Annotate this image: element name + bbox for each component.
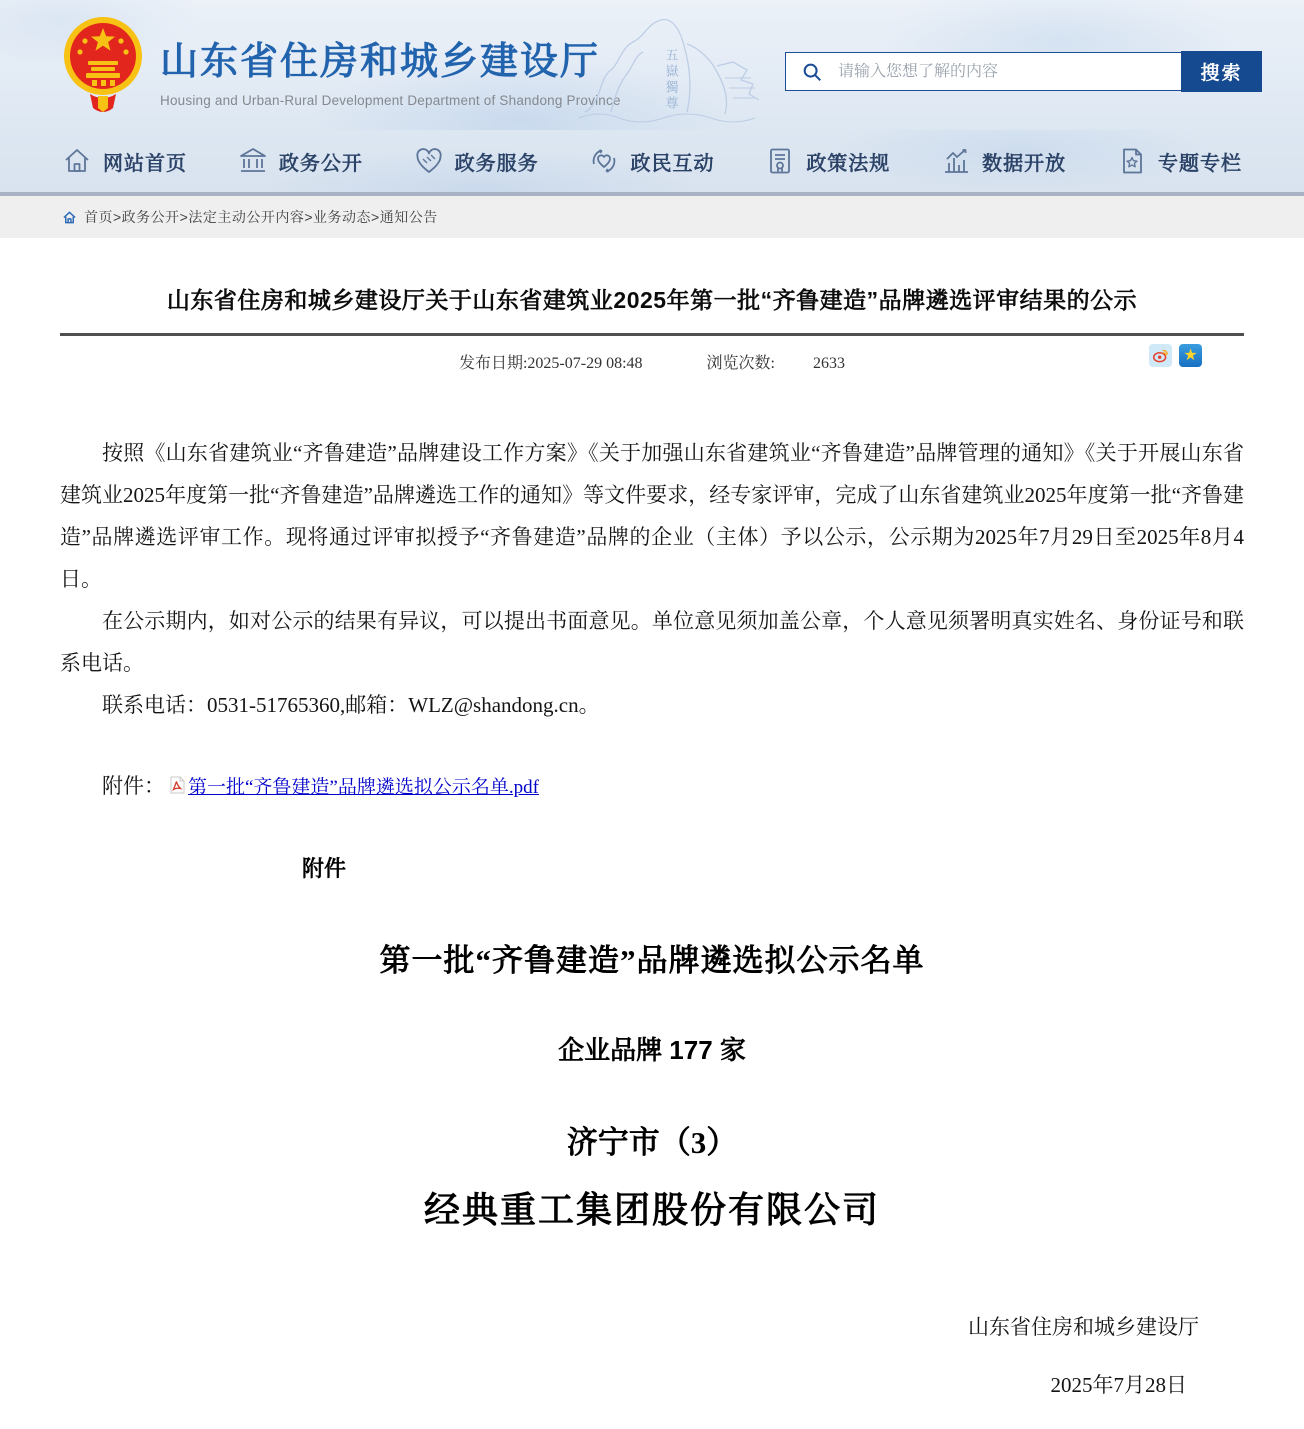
page-title: 山东省住房和城乡建设厅关于山东省建筑业2025年第一批“齐鲁建造”品牌遴选评审结果的公示	[166, 287, 1138, 313]
article-meta	[60, 336, 1244, 386]
nav-label: 政策法规	[806, 152, 891, 175]
starred-document-icon	[1117, 146, 1147, 176]
nav-item-home[interactable]	[62, 146, 187, 176]
search-bar	[785, 52, 1262, 91]
interaction-heart-arrows-icon	[589, 146, 619, 176]
attachment-link[interactable]: 第一批“齐鲁建造”品牌遴选拟公示名单.pdf	[188, 776, 539, 798]
nav-label: 网站首页	[103, 152, 187, 175]
nav-label: 数据开放	[982, 152, 1067, 175]
nav-label: 政民互动	[630, 152, 715, 175]
attachment-label: 附件：	[102, 774, 165, 798]
site-header	[0, 0, 1304, 130]
paragraph-contact: 联系电话：0531-51765360,邮箱：WLZ@shandong.cn。	[102, 693, 600, 717]
policy-document-icon	[765, 146, 795, 176]
attachment-preview	[60, 852, 1244, 1233]
signature-block	[60, 1311, 1244, 1399]
article-content	[0, 282, 1304, 1429]
main-navigation	[0, 130, 1304, 192]
breadcrumb-bar	[0, 196, 1304, 238]
paragraph: 在公示期内，如对公示的结果有异议，可以提出书面意见。单位意见须加盖公章，个人意见须署明真实姓名、身份证号和联系电话。	[60, 609, 1244, 675]
nav-item-open-data[interactable]	[941, 146, 1066, 176]
nav-item-special-columns[interactable]	[1117, 146, 1242, 176]
home-icon	[62, 146, 92, 176]
preview-city-heading: 济宁市（3）	[566, 1125, 738, 1160]
mountain-art-decoration	[575, 8, 790, 130]
mountain-decor-text: 五嶽獨尊	[663, 48, 679, 112]
pdf-file-icon	[169, 776, 186, 794]
signature-date: 2025年7月28日	[1050, 1373, 1187, 1397]
site-title: 山东省住房和城乡建设厅	[160, 41, 601, 83]
national-emblem-logo	[62, 14, 144, 114]
nav-item-gov-services[interactable]	[414, 146, 539, 176]
annex-label: 附件	[302, 856, 347, 881]
share-weibo-icon[interactable]	[1149, 344, 1172, 367]
data-chart-icon	[941, 146, 971, 176]
views-label: 浏览次数:	[706, 354, 775, 372]
signature-department: 山东省住房和城乡建设厅	[968, 1315, 1199, 1339]
site-subtitle: Housing and Urban-Rural Development Department of Shandong Province	[160, 93, 621, 108]
nav-item-public-interaction[interactable]	[589, 146, 714, 176]
attachment-row	[60, 770, 1244, 800]
nav-label: 专题专栏	[1157, 152, 1242, 175]
breadcrumb-home-icon	[62, 210, 77, 225]
preview-doc-title: 第一批“齐鲁建造”品牌遴选拟公示名单	[379, 943, 925, 978]
breadcrumb[interactable]: 首页>政务公开>法定主动公开内容>业务动态>通知公告	[84, 209, 438, 225]
publish-date: 发布日期:2025-07-29 08:48	[458, 354, 643, 372]
nav-item-gov-disclosure[interactable]	[238, 146, 363, 176]
share-qzone-icon[interactable]: ★	[1179, 344, 1202, 367]
site-brand[interactable]	[62, 14, 621, 114]
preview-subtitle: 企业品牌 177 家	[558, 1035, 746, 1065]
search-input[interactable]	[838, 63, 1181, 81]
search-icon	[786, 61, 838, 83]
paragraph: 按照《山东省建筑业“齐鲁建造”品牌建设工作方案》《关于加强山东省建筑业“齐鲁建造”品牌管理的通知》《关于开展山东省建筑业2025年度第一批“齐鲁建造”品牌遴选工作的通知》等文件要求，经专家评审，完成了山东省建筑业2025年度第一批“齐鲁建造”品牌遴选评审工作。现将通过评审拟授予“齐鲁建造”品牌的企业（主体）予以公示，公示期为2025年7月29日至2025年8月4日。	[60, 441, 1244, 591]
government-building-icon	[238, 146, 268, 176]
nav-label: 政务公开	[278, 152, 363, 175]
article-body	[60, 432, 1244, 726]
views-count: 2633	[813, 354, 845, 372]
search-button[interactable]: 搜索	[1181, 51, 1262, 92]
preview-company-name: 经典重工集团股份有限公司	[423, 1190, 880, 1230]
handshake-heart-icon	[414, 146, 444, 176]
nav-label: 政务服务	[454, 152, 539, 175]
nav-item-policies[interactable]	[765, 146, 890, 176]
